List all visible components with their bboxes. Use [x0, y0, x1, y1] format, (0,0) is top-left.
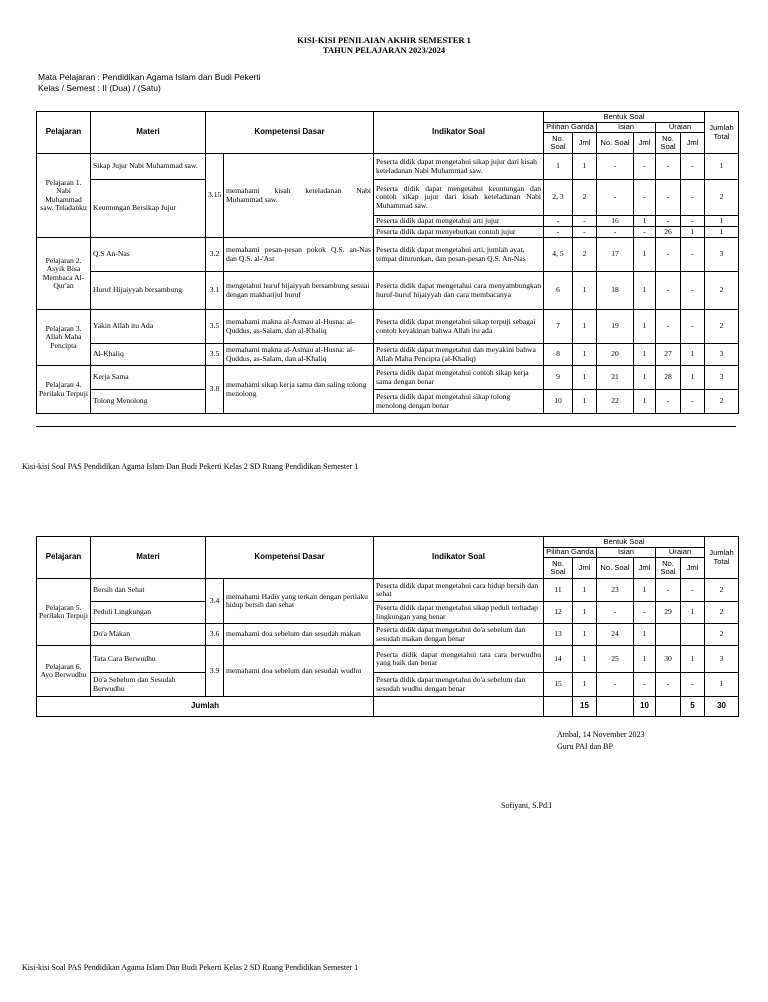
- uraian-jml: -: [681, 310, 705, 344]
- isian-no-soal: -: [597, 154, 634, 180]
- pg-jml: 1: [573, 646, 597, 673]
- total-isian: 10: [634, 697, 656, 717]
- indikator-cell: Peserta didik dapat mengetahui do'a sebelum dan sesudah makan dengan benar: [374, 624, 544, 646]
- header-materi: Materi: [91, 112, 206, 154]
- header-isian-no-soal: No. Soal: [597, 133, 634, 154]
- header-kompetensi-dasar: Kompetensi Dasar: [206, 112, 374, 154]
- header-uraian: Uraian: [656, 548, 705, 558]
- indikator-cell: Peserta didik dapat mengetahui dan meyakini bahwa Allah Maha Pencipta (al-Khaliq): [374, 344, 544, 366]
- kd-text: memahami pesan-pesan pokok Q.S. an-Nas dan Q.S. al-'Asr: [224, 238, 374, 272]
- table-row: [37, 310, 739, 344]
- uraian-jml: -: [681, 390, 705, 414]
- table-row: [37, 366, 739, 390]
- indikator-cell: Peserta didik dapat mengetahui contoh sikap kerja sama dengan benar: [374, 366, 544, 390]
- total-cell: 3: [705, 646, 739, 673]
- indikator-cell: Peserta didik dapat mengetahui do'a sebelum dan sesudah wudhu dengan benar: [374, 673, 544, 697]
- total-uraian: 5: [681, 697, 705, 717]
- pg-jml: 1: [573, 272, 597, 310]
- header-pelajaran: Pelajaran: [37, 112, 91, 154]
- total-empty-pg-no: [544, 697, 573, 717]
- uraian-jml: -: [681, 673, 705, 697]
- kd-number: 3.6: [206, 624, 224, 646]
- total-cell: 1: [705, 227, 739, 238]
- uraian-no-soal: 26: [656, 227, 681, 238]
- pg-no-soal: 11: [544, 579, 573, 602]
- header-pg-jml: Jml: [573, 133, 597, 154]
- page-footer-2: Kisi-kisi Soal PAS Pendidikan Agama Islam Dan Budi Pekerti Kelas 2 SD Ruang Pendidikan Semester 1: [22, 963, 359, 972]
- materi-cell: Huruf Hijaiyyah bersambung: [91, 272, 206, 310]
- uraian-no-soal: 28: [656, 366, 681, 390]
- header-indikator-soal: Indikator Soal: [374, 112, 544, 154]
- pg-jml: 2: [573, 238, 597, 272]
- isian-no-soal: -: [597, 227, 634, 238]
- materi-cell: Yakin Allah itu Ada: [91, 310, 206, 344]
- total-cell: 2: [705, 579, 739, 602]
- kisi-kisi-table-2: [36, 536, 739, 717]
- signature-name: Sofiyani, S.Pd.I: [501, 801, 552, 810]
- header-isian-jml: Jml: [634, 558, 656, 579]
- kd-number: 3.5: [206, 344, 224, 366]
- header-pg-jml: Jml: [573, 558, 597, 579]
- kd-text: memahami makna al-Asmau al-Husna: al-Quddus, as-Salam, dan al-Khaliq: [224, 310, 374, 344]
- total-empty-uraian-no: [656, 697, 681, 717]
- pg-jml: 1: [573, 624, 597, 646]
- pg-no-soal: 4, 5: [544, 238, 573, 272]
- kd-text: memahami doa sebelum dan sesudah makan: [224, 624, 374, 646]
- total-cell: 2: [705, 390, 739, 414]
- materi-cell: Do'a Sebelum dan Sesudah Berwudhu: [91, 673, 206, 697]
- isian-jml: -: [634, 673, 656, 697]
- pg-jml: -: [573, 227, 597, 238]
- indikator-cell: Peserta didik dapat mengetahui sikap tolong menolong dengan benar: [374, 390, 544, 414]
- isian-no-soal: 25: [597, 646, 634, 673]
- indikator-cell: Peserta didik dapat mengetahui keuntungan dan contoh sikap jujur dari kisah keteladanan Nabi Muhammad saw.: [374, 180, 544, 216]
- total-cell: 2: [705, 602, 739, 624]
- uraian-jml: -: [681, 238, 705, 272]
- materi-cell: Sikap Jujur Nabi Muhammad saw.: [91, 154, 206, 180]
- uraian-jml: -: [681, 272, 705, 310]
- uraian-jml: 1: [681, 227, 705, 238]
- pelajaran-cell: Pelajaran 4. Perilaku Terpuji: [37, 366, 91, 414]
- indikator-cell: Peserta didik dapat mengetahui sikap jujur dari kisah keteladanan Nabi Muhammad saw.: [374, 154, 544, 180]
- pelajaran-cell: Pelajaran 5. Perilaku Terpuji: [37, 579, 91, 646]
- uraian-no-soal: -: [656, 238, 681, 272]
- uraian-jml: [681, 624, 705, 646]
- isian-no-soal: 19: [597, 310, 634, 344]
- header-isian: Isian: [597, 123, 656, 133]
- pg-no-soal: 6: [544, 272, 573, 310]
- isian-no-soal: -: [597, 673, 634, 697]
- isian-no-soal: -: [597, 602, 634, 624]
- table-row: [37, 154, 739, 180]
- pg-no-soal: 15: [544, 673, 573, 697]
- table-row: [37, 238, 739, 272]
- total-cell: 1: [705, 673, 739, 697]
- indikator-cell: Peserta didik dapat menyebutkan contoh jujur: [374, 227, 544, 238]
- materi-cell: Tolong Menolong: [91, 390, 206, 414]
- header-isian-no-soal: No. Soal: [597, 558, 634, 579]
- total-cell: 3: [705, 344, 739, 366]
- pg-jml: 1: [573, 344, 597, 366]
- table-row: [37, 180, 739, 216]
- isian-jml: -: [634, 154, 656, 180]
- isian-jml: -: [634, 180, 656, 216]
- subject-label: Mata Pelajaran : Pendidikan Agama Islam dan Budi Pekerti: [38, 72, 261, 82]
- isian-no-soal: 21: [597, 366, 634, 390]
- isian-jml: 1: [634, 366, 656, 390]
- header-uraian-no-soal: No. Soal: [656, 133, 681, 154]
- academic-year: TAHUN PELAJARAN 2023/2024: [322, 45, 446, 55]
- pg-no-soal: 2, 3: [544, 180, 573, 216]
- total-row: [37, 697, 739, 717]
- materi-cell: Do'a Makan: [91, 624, 206, 646]
- header-isian-jml: Jml: [634, 133, 656, 154]
- total-pilihan-ganda: 15: [573, 697, 597, 717]
- indikator-cell: Peserta didik dapat mengetahui cara hidup bersih dan sehat: [374, 579, 544, 602]
- total-cell: 3: [705, 238, 739, 272]
- pg-no-soal: -: [544, 216, 573, 227]
- pelajaran-cell: Pelajaran 6. Ayo Berwudhu: [37, 646, 91, 697]
- pelajaran-cell: Pelajaran 3. Allah Maha Pencipta: [37, 310, 91, 366]
- pg-jml: 1: [573, 673, 597, 697]
- materi-cell: Kerja Sama: [91, 366, 206, 390]
- table-row: [37, 673, 739, 697]
- pg-jml: 1: [573, 390, 597, 414]
- header-materi: Materi: [91, 537, 206, 579]
- pg-no-soal: 7: [544, 310, 573, 344]
- header-pg-no-soal: No. Soal: [544, 558, 573, 579]
- indikator-cell: Peserta didik dapat mengetahui cara menyambungkan huruf-huruf hijaiyyah dan cara membacanya: [374, 272, 544, 310]
- uraian-jml: 1: [681, 602, 705, 624]
- table-row: [37, 624, 739, 646]
- isian-jml: 1: [634, 272, 656, 310]
- isian-no-soal: 16: [597, 216, 634, 227]
- header-uraian-jml: Jml: [681, 133, 705, 154]
- pg-no-soal: 8: [544, 344, 573, 366]
- header-pelajaran: Pelajaran: [37, 537, 91, 579]
- uraian-no-soal: -: [656, 579, 681, 602]
- total-cell: 2: [705, 624, 739, 646]
- pg-no-soal: 14: [544, 646, 573, 673]
- pg-no-soal: 1: [544, 154, 573, 180]
- header-uraian-jml: Jml: [681, 558, 705, 579]
- table-row: [37, 344, 739, 366]
- uraian-no-soal: -: [656, 272, 681, 310]
- isian-jml: 1: [634, 216, 656, 227]
- header-pilihan-ganda: Pilihan Ganda: [544, 123, 597, 133]
- kd-text: memahami kisah keteladanan Nabi Muhammad saw.: [224, 154, 374, 238]
- total-cell: 2: [705, 180, 739, 216]
- materi-cell: Bersih dan Sehat: [91, 579, 206, 602]
- table-row: [37, 646, 739, 673]
- table-row: [37, 390, 739, 414]
- kd-text: memahami doa sebelum dan sesudah wudhu: [224, 646, 374, 697]
- header-uraian-no-soal: No. Soal: [656, 558, 681, 579]
- pelajaran-cell: Pelajaran 2. Asyik Bisa Membaca Al-Qur'an: [37, 238, 91, 310]
- page-footer: Kisi-kisi Soal PAS Pendidikan Agama Islam Dan Budi Pekerti Kelas 2 SD Ruang Pendidikan Semester 1: [22, 462, 359, 471]
- isian-no-soal: 17: [597, 238, 634, 272]
- signature-role: Guru PAI dan BP: [557, 742, 613, 751]
- isian-no-soal: -: [597, 180, 634, 216]
- total-cell: 3: [705, 366, 739, 390]
- uraian-no-soal: -: [656, 216, 681, 227]
- isian-jml: 1: [634, 390, 656, 414]
- kd-text: memahami sikap kerja sama dan saling tolong menolong: [224, 366, 374, 414]
- uraian-no-soal: 27: [656, 344, 681, 366]
- kd-number: 3.5: [206, 310, 224, 344]
- pg-jml: 1: [573, 602, 597, 624]
- pg-no-soal: 9: [544, 366, 573, 390]
- isian-no-soal: 24: [597, 624, 634, 646]
- materi-cell: Q.S An-Nas: [91, 238, 206, 272]
- pg-jml: 1: [573, 310, 597, 344]
- header-indikator-soal: Indikator Soal: [374, 537, 544, 579]
- uraian-no-soal: -: [656, 390, 681, 414]
- total-empty-indikator: [374, 697, 544, 717]
- document-title: KISI-KISI PENILAIAN AKHIR SEMESTER 1: [297, 35, 471, 45]
- isian-jml: 1: [634, 624, 656, 646]
- total-cell: 2: [705, 310, 739, 344]
- isian-no-soal: 20: [597, 344, 634, 366]
- isian-jml: -: [634, 227, 656, 238]
- pg-jml: 1: [573, 366, 597, 390]
- pg-no-soal: 13: [544, 624, 573, 646]
- header-kompetensi-dasar: Kompetensi Dasar: [206, 537, 374, 579]
- materi-cell: Keuntungan Bersikap Jujur: [91, 180, 206, 238]
- uraian-jml: 1: [681, 344, 705, 366]
- pg-no-soal: -: [544, 227, 573, 238]
- uraian-no-soal: [656, 624, 681, 646]
- kd-text: memahami Hadis yang terkait dengan perilaku hidup bersih dan sehat: [224, 579, 374, 624]
- uraian-no-soal: -: [656, 310, 681, 344]
- kd-number: 3.15: [206, 154, 224, 238]
- uraian-no-soal: -: [656, 180, 681, 216]
- pg-jml: 1: [573, 579, 597, 602]
- header-bentuk-soal: Bentuk Soal: [544, 537, 705, 548]
- isian-no-soal: 18: [597, 272, 634, 310]
- isian-jml: 1: [634, 579, 656, 602]
- table-row: [37, 272, 739, 310]
- isian-jml: 1: [634, 310, 656, 344]
- isian-jml: 1: [634, 238, 656, 272]
- header-jumlah-total: Jumlah Total: [705, 112, 739, 154]
- uraian-jml: 1: [681, 366, 705, 390]
- page-divider: [36, 426, 736, 427]
- kd-text: memahami makna al-Asmau al-Husna: al-Quddus, as-Salam, dan al-Khaliq: [224, 344, 374, 366]
- kd-number: 3.2: [206, 238, 224, 272]
- pg-jml: 1: [573, 154, 597, 180]
- materi-cell: Al-Khaliq: [91, 344, 206, 366]
- kd-number: 3.9: [206, 646, 224, 697]
- header-pilihan-ganda: Pilihan Ganda: [544, 548, 597, 558]
- total-cell: 2: [705, 272, 739, 310]
- kd-number: 3.1: [206, 272, 224, 310]
- header-pg-no-soal: No. Soal: [544, 133, 573, 154]
- pg-no-soal: 10: [544, 390, 573, 414]
- total-empty-isian-no: [597, 697, 634, 717]
- signature-place-date: Ambal, 14 November 2023: [557, 730, 645, 739]
- total-cell: 1: [705, 154, 739, 180]
- indikator-cell: Peserta didik dapat mengetahui arti jujur: [374, 216, 544, 227]
- pelajaran-cell: Pelajaran 1. Nabi Muhammad saw. Teladanku: [37, 154, 91, 238]
- pg-jml: -: [573, 216, 597, 227]
- isian-jml: 1: [634, 344, 656, 366]
- isian-jml: -: [634, 602, 656, 624]
- total-cell: 1: [705, 216, 739, 227]
- isian-no-soal: 23: [597, 579, 634, 602]
- total-label: Jumlah: [37, 697, 374, 717]
- materi-cell: Tata Cara Berwudhu: [91, 646, 206, 673]
- uraian-no-soal: -: [656, 154, 681, 180]
- kd-number: 3.8: [206, 366, 224, 414]
- isian-no-soal: 22: [597, 390, 634, 414]
- kisi-kisi-table-1: [36, 111, 739, 414]
- uraian-jml: -: [681, 180, 705, 216]
- materi-cell: Peduli Lingkungan: [91, 602, 206, 624]
- table-row: [37, 602, 739, 624]
- indikator-cell: Peserta didik dapat mengetahui sikap terpuji sebagai contoh keyakinan bahwa Allah itu ada: [374, 310, 544, 344]
- uraian-no-soal: -: [656, 673, 681, 697]
- header-jumlah-total: Jumlah Total: [705, 537, 739, 579]
- pg-no-soal: 12: [544, 602, 573, 624]
- table-row: [37, 579, 739, 602]
- uraian-no-soal: 29: [656, 602, 681, 624]
- uraian-jml: -: [681, 579, 705, 602]
- uraian-jml: -: [681, 154, 705, 180]
- class-semester-label: Kelas / Semest : II (Dua) / (Satu): [38, 83, 161, 93]
- indikator-cell: Peserta didik dapat mengetahui arti, jumlah ayat, tempat diturunkan, dan pesan-pesan Q.S. An-Nas: [374, 238, 544, 272]
- indikator-cell: Peserta didik dapat mengetahui sikap peduli terhadap lingkungan yang benar: [374, 602, 544, 624]
- isian-jml: 1: [634, 646, 656, 673]
- uraian-jml: -: [681, 216, 705, 227]
- indikator-cell: Peserta didik dapat mengetahui tata cara berwudhu yang baik dan benar: [374, 646, 544, 673]
- grand-total: 30: [705, 697, 739, 717]
- uraian-no-soal: 30: [656, 646, 681, 673]
- kd-number: 3.4: [206, 579, 224, 624]
- uraian-jml: 1: [681, 646, 705, 673]
- header-bentuk-soal: Bentuk Soal: [544, 112, 705, 123]
- pg-jml: 2: [573, 180, 597, 216]
- header-isian: Isian: [597, 548, 656, 558]
- kd-text: mengetahui huruf hijaiyyah bersambung sesuai dengan makharijul huruf: [224, 272, 374, 310]
- header-uraian: Uraian: [656, 123, 705, 133]
